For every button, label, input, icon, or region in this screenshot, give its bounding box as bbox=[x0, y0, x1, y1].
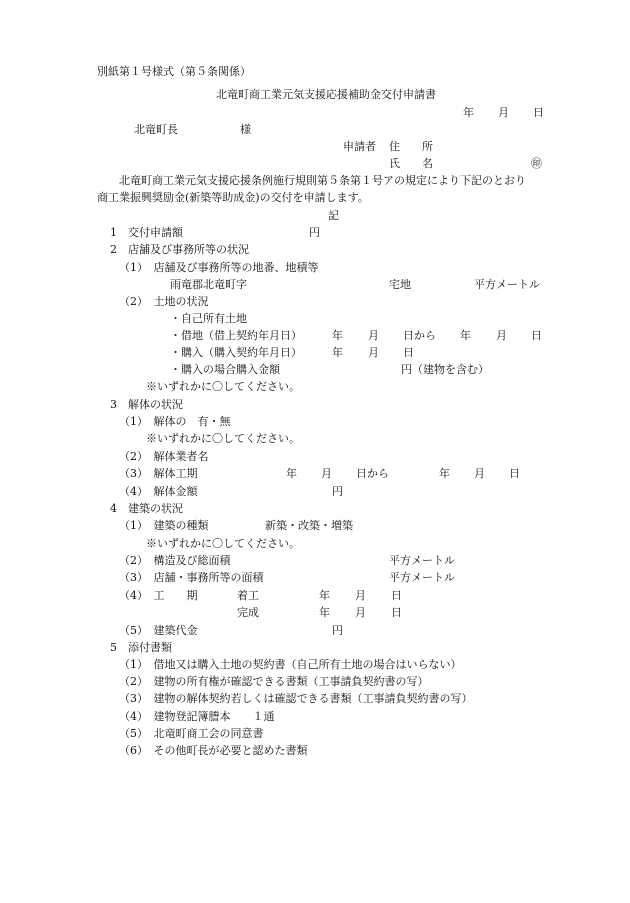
attachment-item: （1） 借地又は購入土地の契約書（自己所有土地の場合はいらない） bbox=[119, 658, 462, 671]
attachment-item: （5） 北竜町商工会の同意書 bbox=[119, 727, 264, 740]
start-month: 月 bbox=[355, 589, 366, 602]
construction-start-label: 着工 bbox=[237, 589, 259, 602]
applicant-address-label: 住 所 bbox=[389, 140, 433, 153]
attachment-item: （6） その他町長が必要と認めた書類 bbox=[119, 744, 308, 757]
purchase-price-unit: 円（建物を含む） bbox=[401, 363, 489, 376]
demolition-day-2: 日 bbox=[509, 467, 520, 480]
ki-heading: 記 bbox=[328, 209, 339, 222]
end-year: 年 bbox=[319, 606, 330, 619]
applicant-label: 申請者 bbox=[343, 140, 376, 153]
item4-sub1-label: （1） 建築の種類 bbox=[119, 519, 209, 532]
demolition-month-1: 月 bbox=[321, 467, 332, 480]
date-day: 日 bbox=[533, 106, 544, 119]
lease-day-2: 日 bbox=[531, 329, 542, 342]
item1-label: 1 交付申請額 bbox=[110, 226, 183, 239]
item3-sub4-label: （4） 解体金額 bbox=[119, 485, 198, 498]
item5-label: 5 添付書類 bbox=[110, 641, 172, 654]
item3-sub2-label: （2） 解体業者名 bbox=[119, 450, 209, 463]
body-line-1: 北竜町商工業元気支援応援条例施行規則第５条第１号アの規定により下記のとおり bbox=[119, 174, 526, 187]
item4-sub4-label: （4） 工 期 bbox=[119, 589, 198, 602]
item4-sub2-unit: 平方メートル bbox=[389, 554, 455, 567]
item4-sub5-unit: 円 bbox=[332, 624, 343, 637]
item3-label: 3 解体の状況 bbox=[110, 398, 183, 411]
seal-mark: ㊞ bbox=[531, 157, 542, 170]
document-title: 北竜町商工業元気支援応援補助金交付申請書 bbox=[216, 88, 436, 101]
purchase-year: 年 bbox=[332, 346, 343, 359]
item1-unit: 円 bbox=[309, 226, 320, 239]
item2-land-type: 宅地 bbox=[389, 278, 411, 291]
construction-end-label: 完成 bbox=[237, 606, 259, 619]
land-own: ・自己所有土地 bbox=[170, 312, 247, 325]
purchase-day: 日 bbox=[403, 346, 414, 359]
item3-sub1-label: （1） 解体の 有・無 bbox=[119, 415, 231, 428]
item4-sub5-label: （5） 建築代金 bbox=[119, 624, 198, 637]
body-line-2: 商工業振興奨励金(新築等助成金)の交付を申請します。 bbox=[97, 191, 369, 204]
land-purchase: ・購入（購入契約年月日） bbox=[170, 346, 302, 359]
item2-label: 2 店舗及び事務所等の状況 bbox=[110, 243, 249, 256]
lease-year-2: 年 bbox=[460, 329, 471, 342]
land-lease: ・借地（借上契約年月日） bbox=[170, 329, 302, 342]
purchase-month: 月 bbox=[368, 346, 379, 359]
item4-sub3-unit: 平方メートル bbox=[389, 571, 455, 584]
attachment-item: （2） 建物の所有権が確認できる書類（工事請負契約書の写） bbox=[119, 675, 429, 688]
item2-location: 雨竜郡北竜町字 bbox=[170, 278, 247, 291]
date-month: 月 bbox=[498, 106, 509, 119]
item2-note: ※いずれかに〇してください。 bbox=[146, 380, 300, 393]
end-month: 月 bbox=[355, 606, 366, 619]
item2-sub1-label: （1） 店舗及び事務所等の地番、地積等 bbox=[119, 261, 319, 274]
attachment-item: （3） 建物の解体契約若しくは確認できる書類（工事請負契約書の写） bbox=[119, 692, 473, 705]
item4-sub2-label: （2） 構造及び総面積 bbox=[119, 554, 231, 567]
form-label: 別紙第１号様式（第５条関係） bbox=[97, 65, 251, 78]
end-day: 日 bbox=[391, 606, 402, 619]
item4-label: 4 建築の状況 bbox=[110, 502, 183, 515]
item4-note: ※いずれかに〇してください。 bbox=[146, 537, 300, 550]
start-year: 年 bbox=[319, 589, 330, 602]
item3-sub4-unit: 円 bbox=[332, 485, 343, 498]
applicant-name-label: 氏 名 bbox=[389, 157, 433, 170]
construction-types: 新築・改築・増築 bbox=[265, 519, 353, 532]
demolition-from: 日から bbox=[356, 467, 389, 480]
addressee-honorific: 様 bbox=[240, 123, 251, 136]
date-year: 年 bbox=[463, 106, 474, 119]
demolition-year-1: 年 bbox=[286, 467, 297, 480]
lease-month-1: 月 bbox=[368, 329, 379, 342]
item4-sub3-label: （3） 店舗・事務所等の面積 bbox=[119, 571, 264, 584]
item3-sub3-label: （3） 解体工期 bbox=[119, 467, 198, 480]
lease-month-2: 月 bbox=[496, 329, 507, 342]
start-day: 日 bbox=[391, 589, 402, 602]
demolition-year-2: 年 bbox=[439, 467, 450, 480]
demolition-month-2: 月 bbox=[474, 467, 485, 480]
item2-sub2-label: （2） 土地の状況 bbox=[119, 295, 209, 308]
attachment-item: （4） 建物登記簿謄本 １通 bbox=[119, 710, 275, 723]
item2-area-unit: 平方メートル bbox=[474, 278, 540, 291]
item3-note: ※いずれかに〇してください。 bbox=[146, 432, 300, 445]
purchase-price-label: ・購入の場合購入金額 bbox=[170, 363, 280, 376]
addressee-name: 北竜町長 bbox=[134, 123, 178, 136]
lease-year-1: 年 bbox=[332, 329, 343, 342]
lease-from: 日から bbox=[403, 329, 436, 342]
